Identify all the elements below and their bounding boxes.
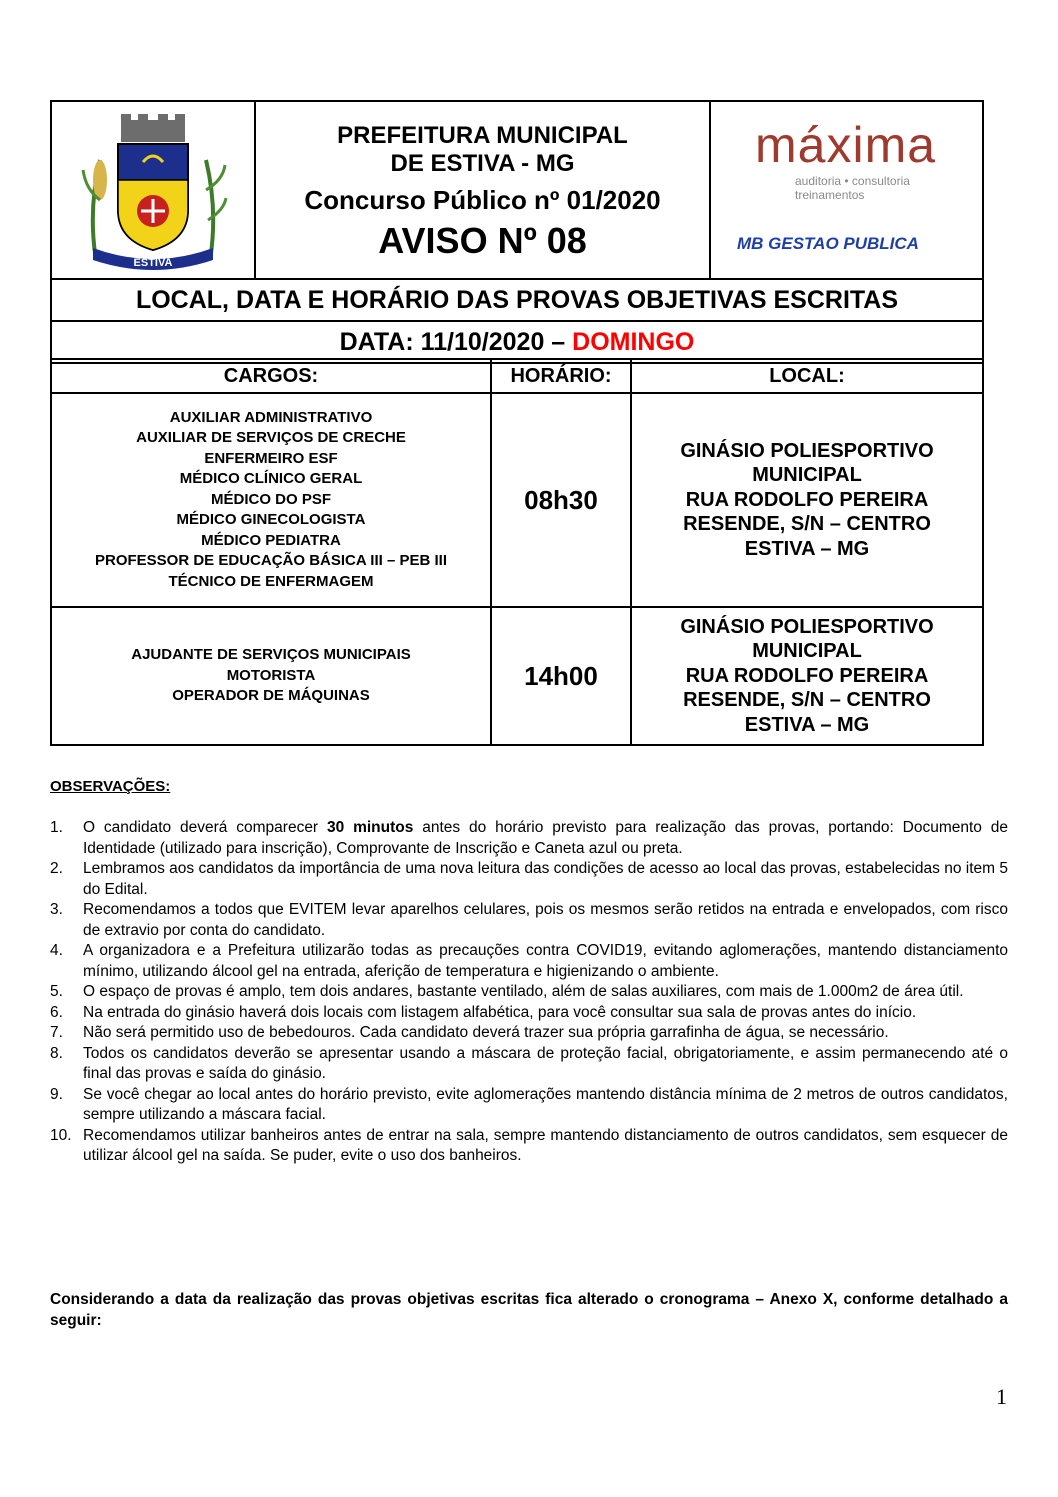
item-number: 4. [50,942,63,959]
horario-cell: 14h00 [491,607,631,745]
item-text: Na entrada do ginásio haverá dois locais com listagem alfabética, para você consultar sua sala de provas antes do início. [83,1003,917,1021]
brand-cell [711,102,982,278]
observacoes-list [50,818,1008,1167]
list-item [50,1023,1008,1044]
item-text: Lembramos aos candidatos da importância de uma nova leitura das condições de acesso ao local das provas, estabelecidas no item 5 do Edital. [83,860,1008,898]
item-number: 10. [50,1126,72,1144]
list-item [50,941,1008,982]
cargo-item: OPERADOR DE MÁQUINAS [172,687,370,705]
local-line: GINÁSIO POLIESPORTIVO [680,615,934,638]
maxima-logo [755,116,936,202]
schedule-table [50,358,984,746]
item-number: 3. [50,901,63,918]
cargos-cell [51,393,491,607]
subject-title: LOCAL, DATA E HORÁRIO DAS PROVAS OBJETIVAS ESCRITAS [52,280,982,322]
cargo-item: AUXILIAR DE SERVIÇOS DE CRECHE [136,429,406,447]
list-item [50,1044,1008,1085]
exam-date [52,322,982,362]
local-cell [631,393,983,607]
table-row [51,607,983,745]
cargo-item: PROFESSOR DE EDUCAÇÃO BÁSICA III – PEB III [95,552,447,570]
schedule-header-row [51,359,983,393]
mb-logo-text: MB GESTAO PUBLICA [737,234,919,253]
cargo-item: MÉDICO PEDIATRA [201,531,341,549]
header-cargos: CARGOS: [51,359,491,393]
cargo-item: ENFERMEIRO ESF [204,449,338,467]
horario-cell: 08h30 [491,393,631,607]
prefeitura-line1: PREFEITURA MUNICIPAL [337,122,628,149]
mb-gestao-logo [737,234,919,254]
local-cell [631,607,983,745]
cargo-item: TÉCNICO DE ENFERMAGEM [168,572,374,590]
date-label: DATA: 11/10/2020 – [339,327,573,356]
maxima-tagline-1: auditoria • consultoria [795,174,910,188]
cargo-item: MOTORISTA [226,666,316,684]
item-text: antes do horário previsto para realização das provas, portando: Documento de Identidade (utilizado para inscrição), Comprovante de Inscrição e Caneta azul ou preta. [83,819,1009,857]
local-line: RESENDE, S/N – CENTRO [683,513,931,536]
local-line: MUNICIPAL [752,464,862,487]
item-text: Se você chegar ao local antes do horário previsto, evite aglomerações mantendo distância mínima de 2 metros de outros candidatos, sempre utilizando a máscara facial. [83,1085,1008,1123]
cargos-cell [51,607,491,745]
item-number: 8. [50,1044,63,1062]
item-text: Recomendamos utilizar banheiros antes de entrar na sala, sempre mantendo distanciamento de outros candidatos, sem esquecer de utilizar álcool gel na saída. Se puder, evite o uso dos banheiros. [83,1126,1008,1164]
item-text: Recomendamos a todos que EVITEM levar aparelhos celulares, pois os mesmos serão retidos na entrada e envelopados, com risco de extravio por conta do candidato. [83,901,1008,939]
list-item [50,818,1008,859]
item-number: 9. [50,1085,63,1103]
local-line: RUA RODOLFO PEREIRA [685,664,929,687]
item-bold-text: 30 minutos [326,819,414,836]
list-item [50,859,1008,900]
local-line: RESENDE, S/N – CENTRO [683,689,931,712]
date-day: DOMINGO [572,327,695,356]
prefeitura-line2: DE ESTIVA - MG [390,150,575,177]
observacoes-heading: OBSERVAÇÕES: [50,778,171,795]
item-number: 6. [50,1003,63,1021]
list-item [50,1085,1008,1126]
cargo-item: MÉDICO DO PSF [210,490,331,508]
item-number: 5. [50,983,63,1000]
cargo-item: AUXILIAR ADMINISTRATIVO [169,408,373,426]
local-line: MUNICIPAL [752,640,862,663]
item-text: Não será permitido uso de bebedouros. Cada candidato deverá trazer sua própria garrafinha de água, se necessário. [83,1024,889,1041]
item-number: 1. [50,819,63,836]
cargo-item: MÉDICO GINECOLOGISTA [176,511,366,529]
list-item [50,900,1008,941]
crest-banner-text: ESTIVA [133,257,173,269]
aviso-title: AVISO Nº 08 [378,220,587,261]
local-line: ESTIVA – MG [744,537,870,560]
item-text: O candidato deverá comparecer [83,819,327,836]
local-line: GINÁSIO POLIESPORTIVO [680,439,934,462]
table-row [51,393,983,607]
header-horario: HORÁRIO: [491,359,631,393]
item-text: A organizadora e a Prefeitura utilizarão todas as precauções contra COVID19, evitando aglomerações, mantendo distanciamento mínimo, utilizando álcool gel na entrada, aferição de temperatura e higienizando o ambiente. [83,942,1008,980]
cargo-item: AJUDANTE DE SERVIÇOS MUNICIPAIS [131,646,411,664]
header-top-row [52,102,982,280]
maxima-wordmark: máxima [755,117,937,173]
estiva-crest-logo [78,110,228,270]
list-item [50,1126,1008,1167]
local-line: RUA RODOLFO PEREIRA [685,488,929,511]
local-line: ESTIVA – MG [744,713,870,736]
list-item [50,982,1008,1003]
concurso-title: Concurso Público nº 01/2020 [304,185,661,215]
item-number: 2. [50,860,63,877]
page-number: 1 [996,1384,1007,1409]
list-item [50,1003,1008,1024]
maxima-tagline-2: treinamentos [795,188,865,202]
cargo-item: MÉDICO CLÍNICO GERAL [179,470,363,488]
header-local: LOCAL: [631,359,983,393]
logo-cell [52,102,256,278]
item-number: 7. [50,1024,63,1041]
header-title-cell [256,102,711,278]
header-table [50,100,984,364]
item-text: Todos os candidatos deverão se apresentar usando a máscara de proteção facial, obrigatoriamente, e assim permanecendo até o final das provas e saída do ginásio. [83,1044,1008,1082]
final-note: Considerando a data da realização das provas objetivas escritas fica alterado o cronograma – Anexo X, conforme detalhado a seguir: [50,1291,1008,1329]
item-text: O espaço de provas é amplo, tem dois andares, bastante ventilado, além de salas auxiliares, com mais de 1.000m2 de área útil. [83,983,964,1000]
